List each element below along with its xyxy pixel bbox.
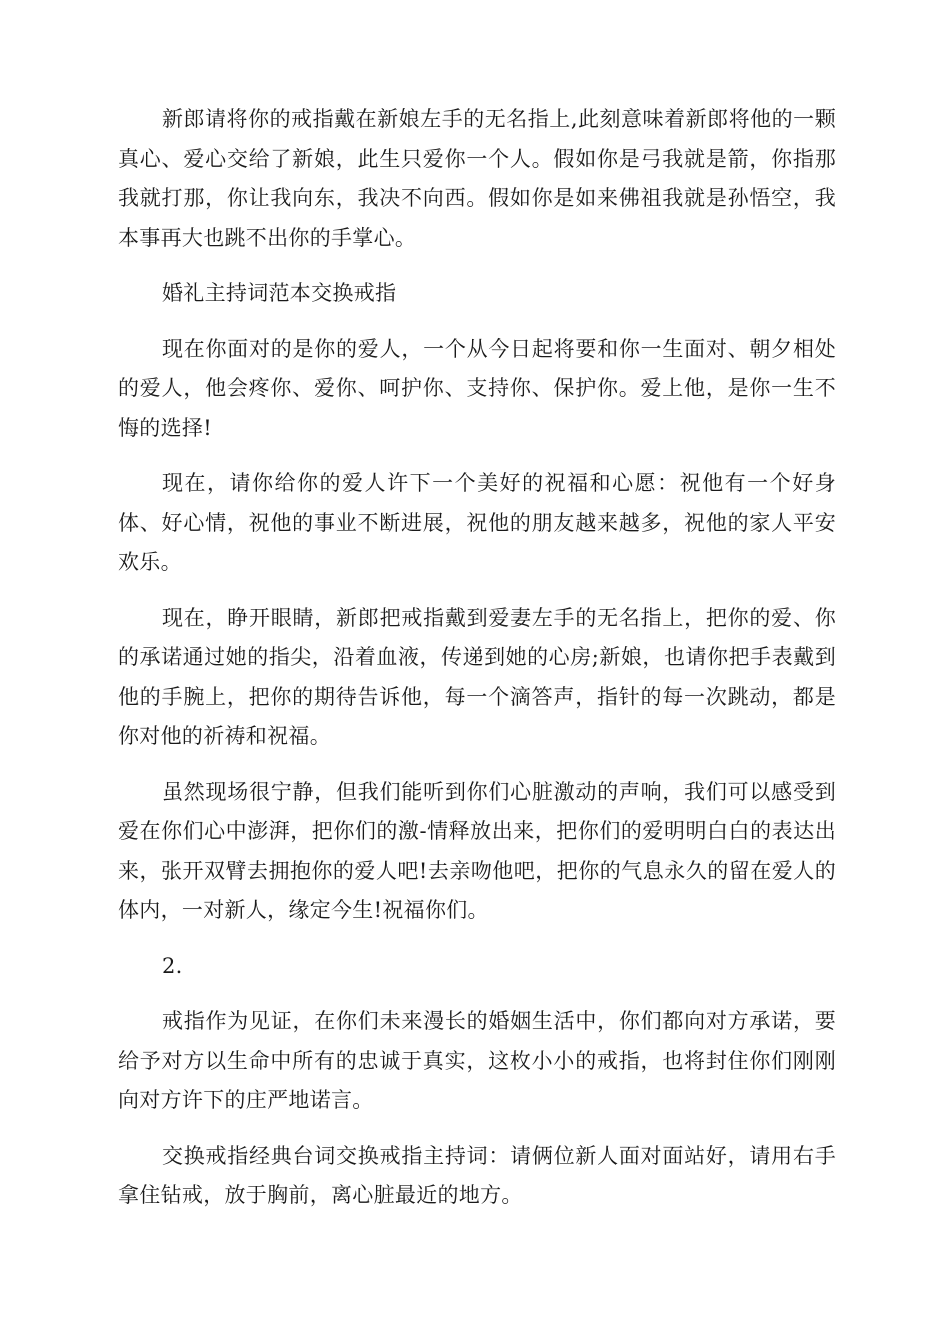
paragraph-ring-witness: 戒指作为见证，在你们未来漫长的婚姻生活中，你们都向对方承诺，要给予对方以生命中所有的忠诚于真实，这枚小小的戒指，也将封住你们刚刚向对方许下的庄严地诺言。	[118, 1009, 836, 1112]
section-number: 2.	[162, 953, 183, 978]
paragraph-heartbeat: 虽然现场很宁静，但我们能听到你们心脏激动的声响，我们可以感受到爱在你们心中澎湃，把你们的激-情释放出来，把你们的爱明明白白的表达出来，张开双臂去拥抱你的爱人吧!去亲吻他吧，把你的气息永久的留在爱人的体内，一对新人，缘定今生!祝福你们。	[118, 779, 836, 922]
paragraph-exchange-rings-groom: 新郎请将你的戒指戴在新娘左手的无名指上,此刻意味着新郎将他的一颗真心、爱心交给了新娘，此生只爱你一个人。假如你是弓我就是箭，你指那我就打那，你让我向东，我决不向西。假如你是如来佛祖我就是孙悟空，我本事再大也跳不出你的手掌心。	[118, 107, 836, 250]
paragraph-face-your-love: 现在你面对的是你的爱人，一个从今日起将要和你一生面对、朝夕相处的爱人，他会疼你、爱你、呵护你、支持你、保护你。爱上他，是你一生不悔的选择!	[118, 336, 836, 440]
section-heading: 婚礼主持词范本交换戒指	[162, 281, 397, 305]
paragraph-blessing-wish: 现在，请你给你的爱人许下一个美好的祝福和心愿：祝他有一个好身体、好心情，祝他的事业不断进展，祝他的朋友越来越多，祝他的家人平安欢乐。	[118, 471, 836, 574]
document-body	[118, 100, 836, 1232]
paragraph-open-eyes: 现在，睁开眼睛，新郎把戒指戴到爱妻左手的无名指上，把你的爱、你的承诺通过她的指尖，沿着血液，传递到她的心房;新娘，也请你把手表戴到他的手腕上，把你的期待告诉他，每一个滴答声，指针的每一次跳动，都是你对他的祈祷和祝福。	[118, 605, 836, 748]
paragraph-classic-lines: 交换戒指经典台词交换戒指主持词：请俩位新人面对面站好，请用右手拿住钻戒，放于胸前，离心脏最近的地方。	[118, 1143, 836, 1207]
